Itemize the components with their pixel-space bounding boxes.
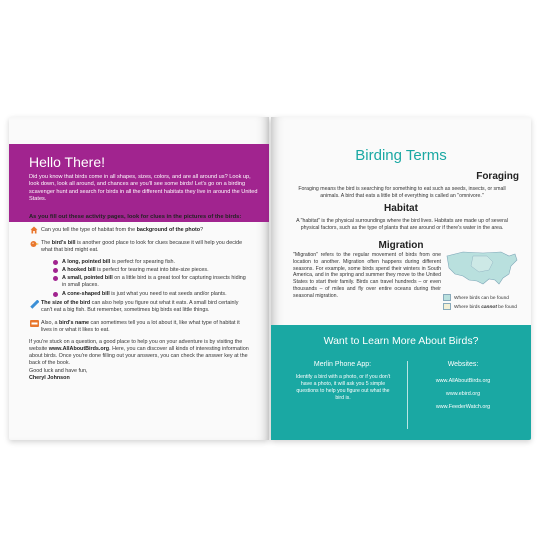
size-clue xyxy=(41,300,251,314)
website-link[interactable]: www.AllAboutBirds.org xyxy=(48,346,110,352)
bullet-icon xyxy=(53,260,58,265)
name-clue-text: can sometimes tell you a lot about it, like what type of habitat it lives in or what it likes to eat. xyxy=(41,320,240,333)
legend-not-found-emphasis: cannot xyxy=(481,304,497,310)
left-page xyxy=(9,117,269,440)
hello-text: Did you know that birds come in all shapes, sizes, colors, and are all around us? Look up, look down, look all around, and chances are you'll see some birds! Let's go on a birding scavenger hunt and search for birds in all the different habitats they live in around the United States. xyxy=(29,174,258,203)
bill-type-item xyxy=(62,267,247,274)
bill-clue-bold: bird's bill xyxy=(51,240,76,246)
birding-terms-title: Birding Terms xyxy=(355,147,447,164)
learn-more-title: Want to Learn More About Birds? xyxy=(323,335,479,347)
legend-not-found xyxy=(443,303,517,310)
right-page xyxy=(271,117,531,440)
name-clue-bold: bird's name xyxy=(58,320,90,326)
habitat-text: A "habitat" is the physical surroundings where the bird lives. Habitats are made up of several physical factors, such as the type of plants that are around or if there's water in the area. xyxy=(296,218,508,231)
migration-text: "Migration" refers to the regular movement of birds from one location to another. Migration often happens during different seasons. For example, some birds spend their winters in South America, and in the spring and summer they move to the United States to start their family. Birds can travel hundreds – or even thousands – of miles and fly over entire oceans during their seasonal migration. xyxy=(293,252,441,299)
signature: Cheryl Johnson xyxy=(29,375,70,381)
bill-type-bold: A small, pointed bill xyxy=(62,275,113,281)
ruler-icon xyxy=(30,300,39,312)
name-tag-icon xyxy=(30,320,39,330)
websites-heading: Websites: xyxy=(447,361,479,368)
bullet-icon xyxy=(53,276,58,281)
bill-type-item xyxy=(62,259,247,266)
merlin-app-heading: Merlin Phone App: xyxy=(313,361,372,368)
house-icon xyxy=(30,226,38,237)
foraging-text: Foraging means the bird is searching for something to eat such as seeds, insects, or small animals. A bird that eats a little bit of everything is called an "omnivore." xyxy=(298,186,506,199)
habitat-clue xyxy=(41,227,251,234)
bill-type-text: is perfect for spearing fish. xyxy=(110,259,176,265)
closing-paragraph xyxy=(29,339,254,367)
merlin-app-text: Identify a bird with a photo, or if you don't have a photo, it will ask you 5 simple questions to help you figure out what the bird is. xyxy=(295,374,391,401)
habitat-clue-bold: background of the photo xyxy=(136,227,201,233)
size-clue-text: can also help you figure out what it eats. A small bird certainly can't eat a big fish. But remember, sometimes big birds eat little things. xyxy=(41,300,239,313)
learn-more-panel xyxy=(271,325,531,440)
legend-found-swatch xyxy=(443,294,451,301)
size-clue-bold: The size of the bird xyxy=(41,300,91,306)
hello-title: Hello There! xyxy=(29,154,106,170)
bill-type-item xyxy=(62,291,247,298)
left-body xyxy=(9,117,269,440)
habitat-clue-text: Can you tell the type of habitat from the xyxy=(41,227,137,233)
bill-type-item xyxy=(62,275,247,289)
us-range-map xyxy=(443,246,521,290)
name-clue xyxy=(41,320,251,334)
bill-clue xyxy=(41,240,251,254)
clues-heading: As you fill out these activity pages, look for clues in the pictures of the birds: xyxy=(29,214,242,220)
bill-clue-prefix: The xyxy=(41,240,52,246)
bird-bill-icon xyxy=(30,240,39,251)
website-link-ebird[interactable]: www.ebird.org xyxy=(445,391,481,397)
legend-not-found-suffix: be found xyxy=(496,304,517,310)
migration-title: Migration xyxy=(378,240,424,251)
bill-clue-text: is another good place to look for clues because it will help you decide what that bird might eat. xyxy=(41,240,243,253)
legend-not-found-label: Where birds xyxy=(454,304,482,310)
bill-type-text: is perfect for tearing meat into bite-size pieces. xyxy=(95,267,209,273)
habitat-clue-suffix: ? xyxy=(200,227,204,233)
bullet-icon xyxy=(53,292,58,297)
habitat-title: Habitat xyxy=(384,203,418,214)
name-clue-prefix: Also, a xyxy=(41,320,59,326)
foraging-title: Foraging xyxy=(476,171,519,182)
legend-found xyxy=(443,294,509,301)
signoff: Good luck and have fun, xyxy=(29,368,88,374)
bill-type-text: on a little bird is a great tool for capturing insects hiding in small places. xyxy=(62,275,246,288)
bill-type-text: is just what you need to eat seeds and/or plants. xyxy=(109,291,227,297)
bill-type-bold: A long, pointed bill xyxy=(62,259,111,265)
website-link-feederwatch[interactable]: www.FeederWatch.org xyxy=(435,404,491,410)
legend-not-found-swatch xyxy=(443,303,451,310)
bill-type-bold: A hooked bill xyxy=(62,267,96,273)
legend-found-label: Where birds can be found xyxy=(454,295,509,301)
closing-suffix: . Here, you can discover all kinds of interesting information about birds. Once you're done filling out your answers, you can check the answer key at the back of the book. xyxy=(29,346,249,366)
closing-text: If you're stuck on a question, a good place to help you on your adventure is by visiting the website xyxy=(29,339,243,352)
open-book xyxy=(9,117,531,440)
column-divider xyxy=(407,361,408,429)
bullet-icon xyxy=(53,268,58,273)
bill-type-bold: A cone-shaped bill xyxy=(62,291,110,297)
website-link-allaboutbirds[interactable]: www.AllAboutBirds.org xyxy=(435,378,491,384)
